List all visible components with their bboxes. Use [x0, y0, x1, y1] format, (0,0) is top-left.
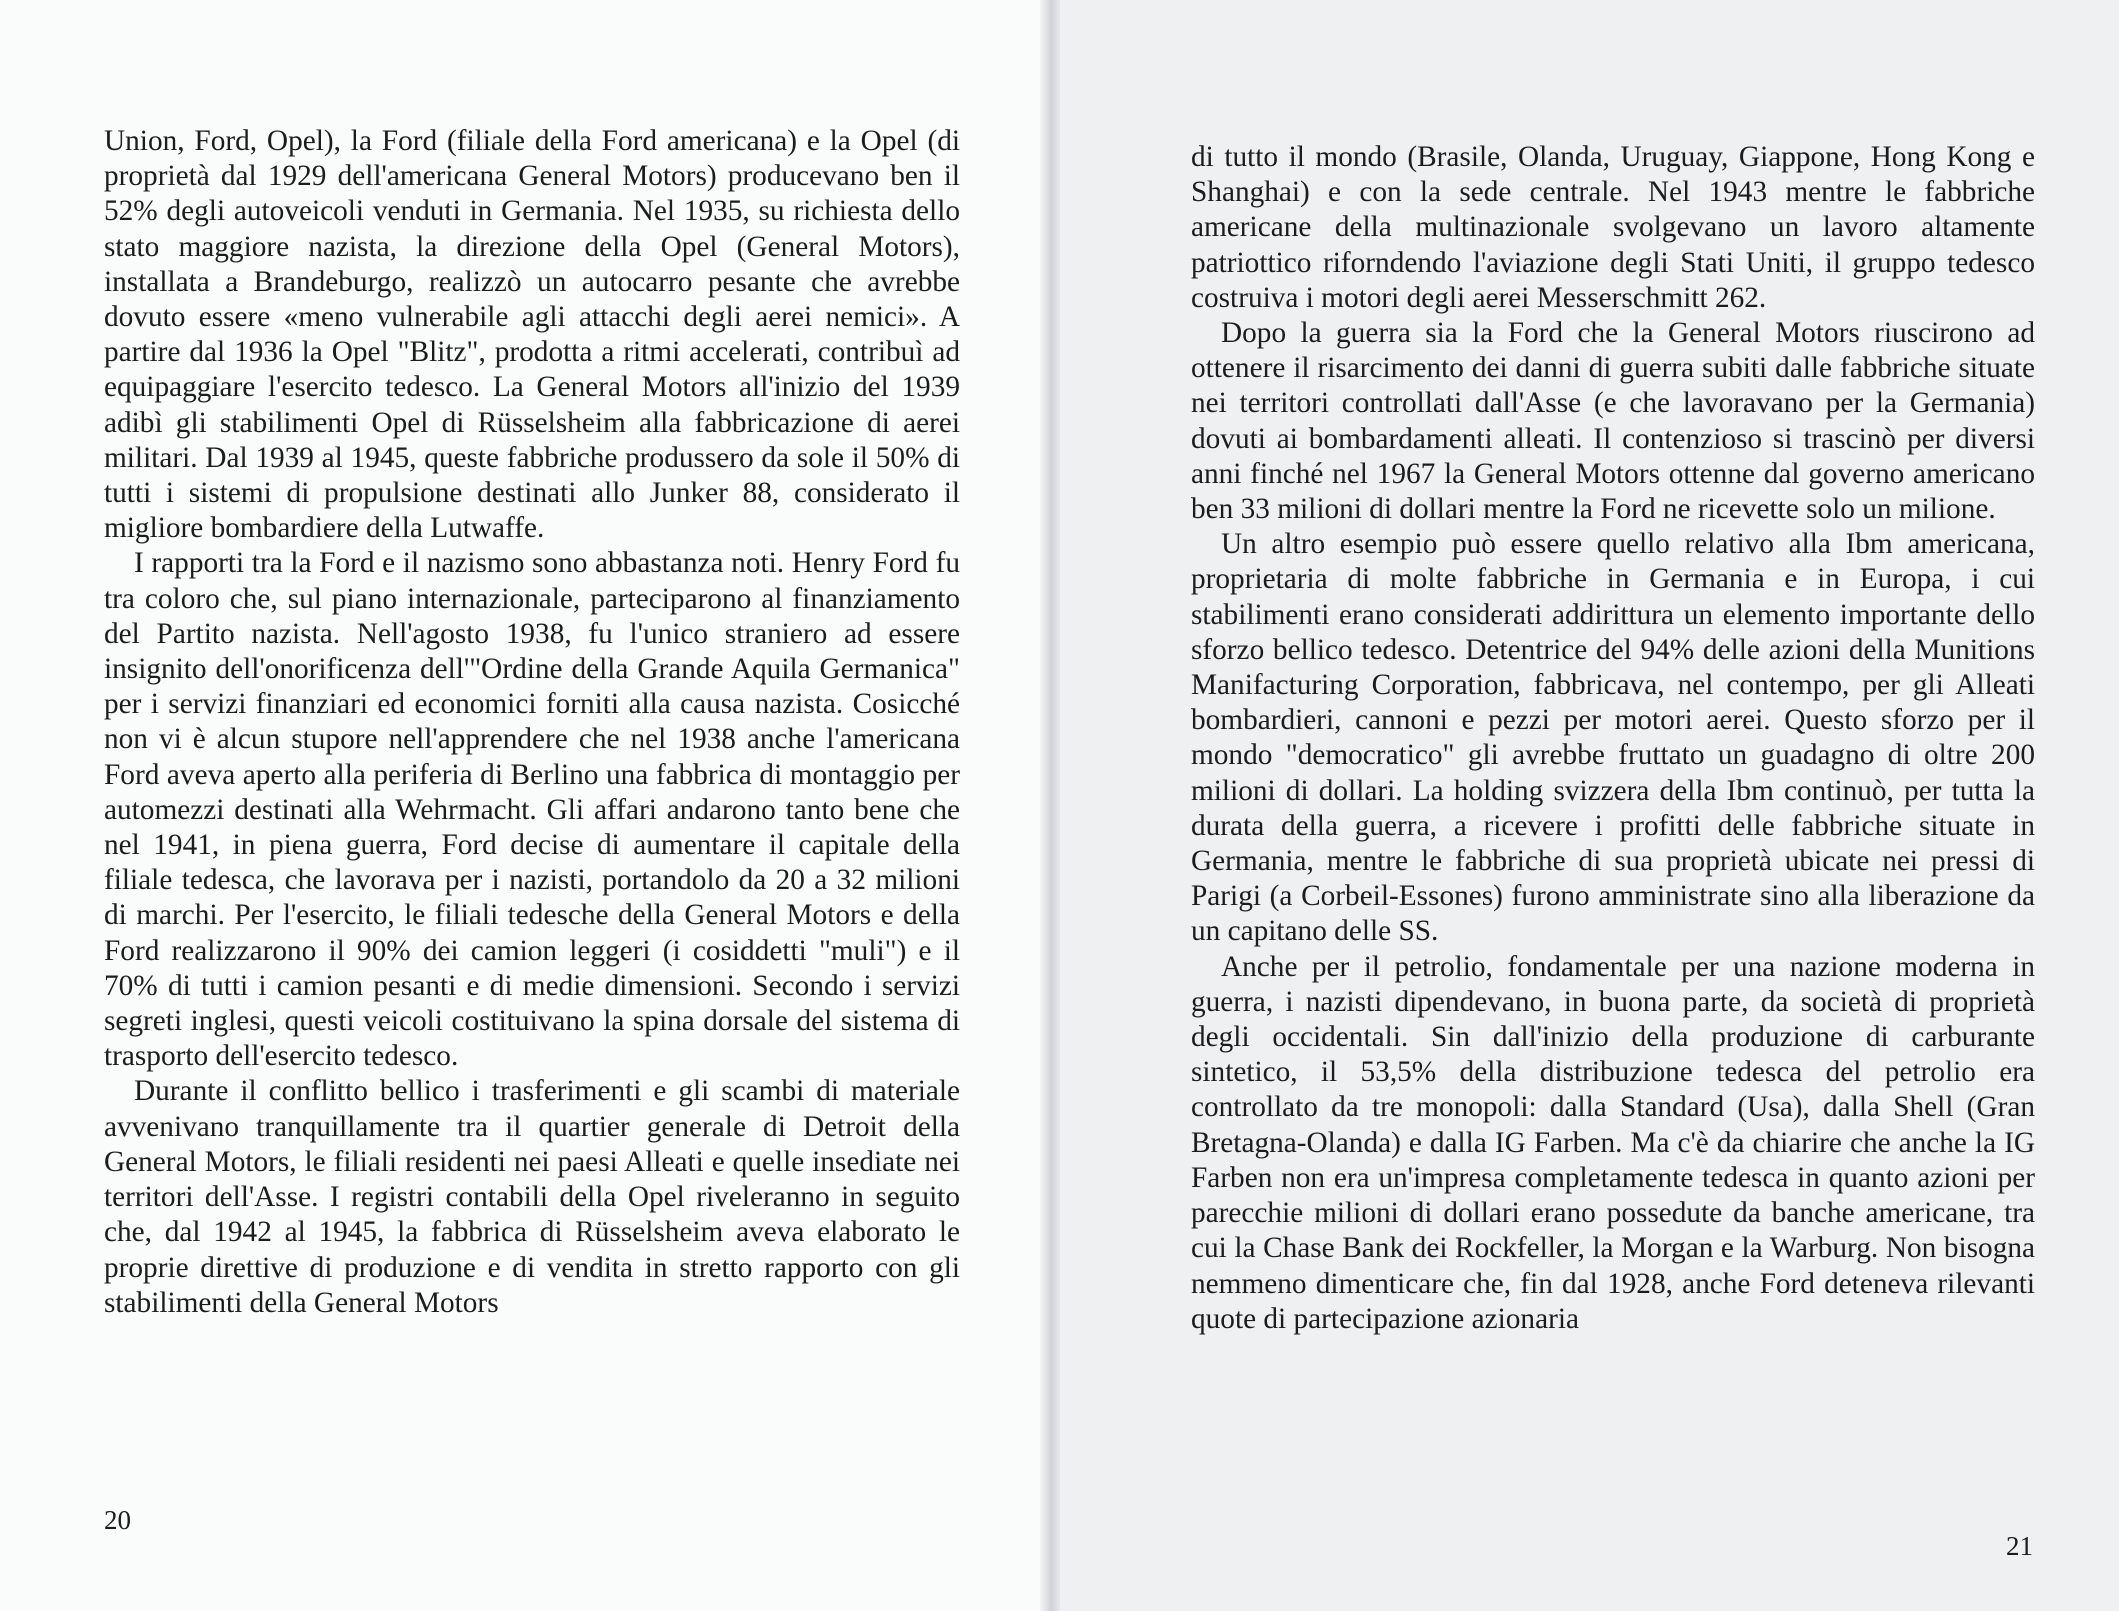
- page-number-left: 20: [104, 1505, 131, 1535]
- paragraph: I rapporti tra la Ford e il nazismo sono abbastanza noti. Henry Ford fu tra coloro che, sul piano internazionale, parteciparono al finanziamento del Partito nazista. Nell'agosto 1938, fu l'unico straniero ad essere insignito dell'onorificenza dell'"Ordine della Grande Aquila Germanica" per i servizi finanziari ed economici forniti alla causa nazista. Cosicché non vi è alcun stupore nell'apprendere che nel 1938 anche l'americana Ford aveva aperto alla periferia di Berlino una fabbrica di montaggio per automezzi destinati alla Wehrmacht. Gli affari andarono tanto bene che nel 1941, in piena guerra, Ford decise di aumentare il capitale della filiale tedesca, che lavorava per i nazisti, portandolo da 20 a 32 milioni di marchi. Per l'esercito, le filiali tedesche della General Motors e della Ford realizzarono il 90% dei camion leggeri (i cosiddetti "muli") e il 70% di tutti i camion pesanti e di medie dimensioni. Secondo i servizi segreti inglesi, questi veicoli costituivano la spina dorsale del sistema di trasporto dell'esercito tedesco.: [104, 547, 960, 1073]
- paragraph: Durante il conflitto bellico i trasferimenti e gli scambi di materiale avvenivano tranquillamente tra il quartier generale di Detroit della General Motors, le filiali residenti nei paesi Alleati e quelle insediate nei territori dell'Asse. I registri contabili della Opel riveleranno in seguito che, dal 1942 al 1945, la fabbrica di Rüsselsheim aveva elaborato le proprie direttive di produzione e di vendita in stretto rapporto con gli stabilimenti della General Motors: [104, 1075, 960, 1319]
- paragraph: di tutto il mondo (Brasile, Olanda, Uruguay, Giappone, Hong Kong e Shanghai) e con la sede centrale. Nel 1943 mentre le fabbriche americane della multinazionale svolgevano un lavoro altamente patriottico riforndendo l'aviazione degli Stati Uniti, il gruppo tedesco costruiva i motori degli aerei Messerschmitt 262.: [1191, 141, 2035, 314]
- right-page-text: [1191, 140, 2035, 1337]
- paragraph: Un altro esempio può essere quello relativo alla Ibm americana, proprietaria di molte fabbriche in Germania e in Europa, i cui stabilimenti erano considerati addirittura un elemento importante dello sforzo bellico tedesco. Detentrice del 94% delle azioni della Munitions Manifacturing Corporation, fabbricava, nel contempo, per gli Alleati bombardieri, cannoni e pezzi per motori aerei. Questo sforzo per il mondo "democratico" gli avrebbe fruttato un guadagno di oltre 200 milioni di dollari. La holding svizzera della Ibm continuò, per tutta la durata della guerra, a ricevere i profitti delle fabbriche situate in Germania, mentre le fabbriche di sua proprietà ubicate nei pressi di Parigi (a Corbeil-Essones) furono amministrate sino alla liberazione da un capitano delle SS.: [1191, 528, 2035, 948]
- page-number-right: 21: [2006, 1531, 2033, 1561]
- book-gutter: [1040, 0, 1060, 1611]
- paragraph: Dopo la guerra sia la Ford che la General Motors riuscirono ad ottenere il risarcimento dei danni di guerra subiti dalle fabbriche situate nei territori controllati dall'Asse (e che lavoravano per la Germania) dovuti ai bombardamenti alleati. Il contenzioso si trascinò per diversi anni finché nel 1967 la General Motors ottenne dal governo americano ben 33 milioni di dollari mentre la Ford ne ricevette solo un milione.: [1191, 317, 2035, 526]
- left-page-text: [104, 124, 960, 1321]
- paragraph: Anche per il petrolio, fondamentale per una nazione moderna in guerra, i nazisti dipendevano, in buona parte, da società di proprietà degli occidentali. Sin dall'inizio della produzione di carburante sintetico, il 53,5% della distribuzione tedesca del petrolio era controllato da tre monopoli: dalla Standard (Usa), dalla Shell (Gran Bretagna-Olanda) e dalla IG Farben. Ma c'è da chiarire che anche la IG Farben non era un'impresa completamente tedesca in quanto azioni per parecchie milioni di dollari erano possedute da banche americane, tra cui la Chase Bank dei Rockfeller, la Morgan e la Warburg. Non bisogna nemmeno dimenticare che, fin dal 1928, anche Ford deteneva rilevanti quote di partecipazione azionaria: [1191, 950, 2035, 1335]
- paragraph: Union, Ford, Opel), la Ford (filiale della Ford americana) e la Opel (di proprietà dal 1929 dell'americana General Motors) producevano ben il 52% degli autoveicoli venduti in Germania. Nel 1935, su richiesta dello stato maggiore nazista, la direzione della Opel (General Motors), installata a Brandeburgo, realizzò un autocarro pesante che avrebbe dovuto essere «meno vulnerabile agli attacchi degli aerei nemici». A partire dal 1936 la Opel "Blitz", prodotta a ritmi accelerati, contribuì ad equipaggiare l'esercito tedesco. La General Motors all'inizio del 1939 adibì gli stabilimenti Opel di Rüsselsheim alla fabbricazione di aerei militari. Dal 1939 al 1945, queste fabbriche produssero da sole il 50% di tutti i sistemi di propulsione destinati allo Junker 88, considerato il migliore bombardiere della Lutwaffe.: [104, 125, 960, 545]
